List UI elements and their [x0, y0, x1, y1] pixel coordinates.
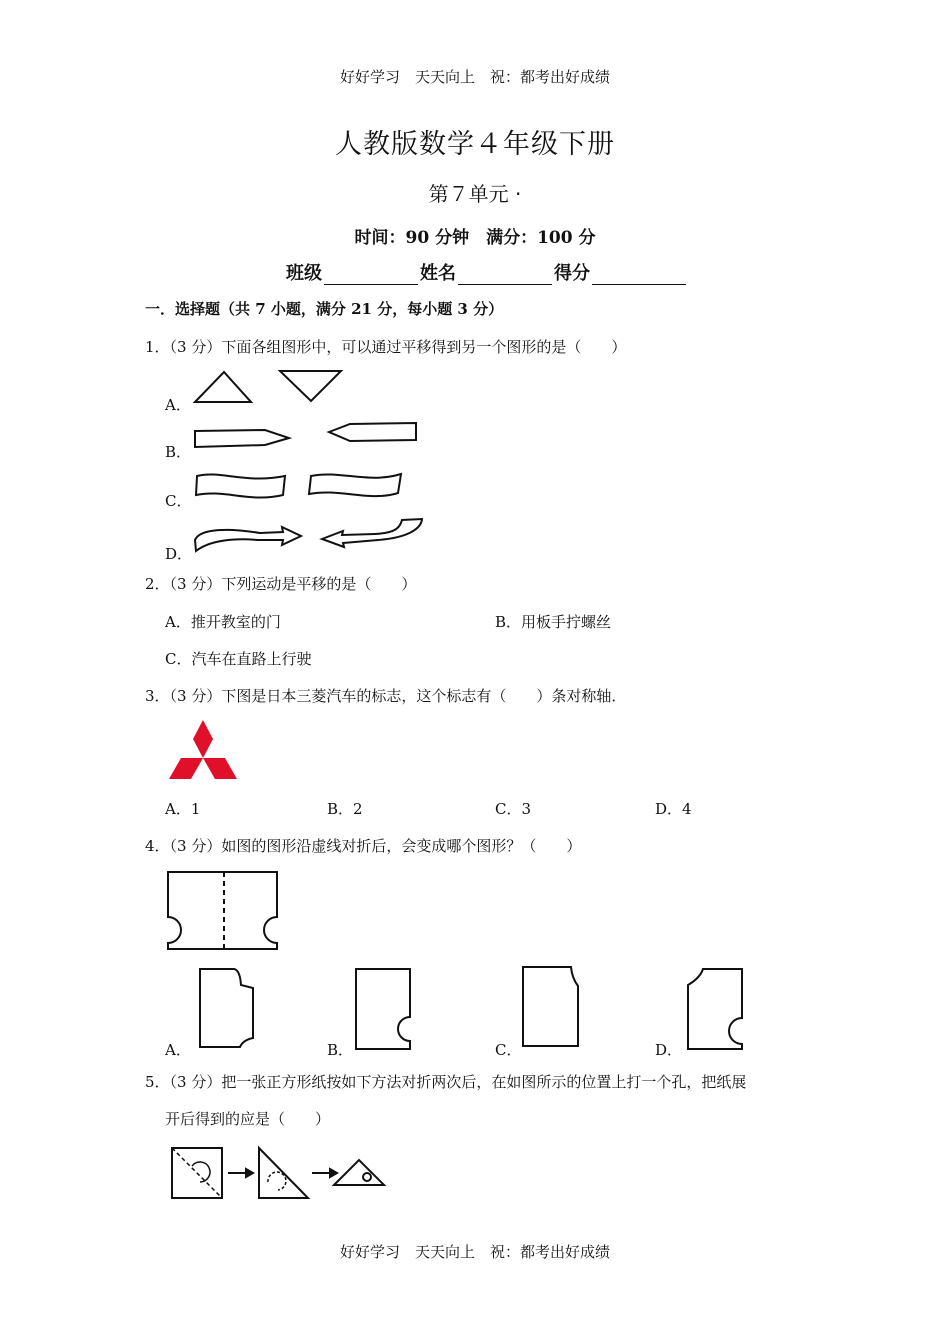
q5-punched-hole: [363, 1173, 371, 1181]
question-4-stem: 4．（3 分）如图的图形沿虚线对折后，会变成哪个图形？（ ）: [145, 837, 582, 855]
q5-fold-arrow-2: [268, 1172, 286, 1190]
q4-option-b-shape: [356, 969, 410, 1049]
question-3-stem: 3．（3 分）下图是日本三菱汽车的标志，这个标志有（ ）条对称轴．: [145, 687, 627, 705]
unit-subtitle: 第７单元 ·: [428, 182, 522, 206]
q5-diagonal-fold: [172, 1148, 222, 1198]
q4-option-b-label: B．: [327, 1041, 354, 1059]
q2-option-c: C．汽车在直路上行驶: [165, 650, 312, 668]
question-5-stem-line1: 5．（3 分）把一张正方形纸按如下方法对折两次后，在如图所示的位置上打一个孔，把纸展: [145, 1073, 747, 1091]
q3-option-b: B．2: [327, 800, 363, 818]
q1-c-wave-left: [196, 474, 285, 497]
mitsubishi-logo-icon: [165, 718, 241, 782]
q4-option-a-label: A．: [165, 1041, 191, 1059]
q3-option-a: A．1: [165, 800, 201, 818]
name-label: 姓名: [420, 263, 456, 284]
section-heading: 一．选择题（共 7 小题，满分 21 分，每小题 3 分）: [145, 300, 504, 318]
q1-option-b-label: B．: [165, 443, 192, 461]
score-label: 得分: [554, 263, 590, 284]
q1-b-pentagon-left: [329, 423, 416, 441]
question-2-stem: 2．（3 分）下列运动是平移的是（ ）: [145, 575, 417, 593]
q1-option-a-label: A．: [165, 396, 191, 414]
q2-option-b: B．用板手拧螺丝: [495, 613, 612, 631]
q1-a-triangle-down: [280, 371, 341, 401]
q5-fold-arrow-1: [192, 1162, 210, 1182]
page-header: 好好学习 天天向上 祝：都考出好成绩: [339, 68, 610, 86]
q5-triangle-folded: [259, 1148, 308, 1198]
page-title: 人教版数学４年级下册: [335, 129, 615, 160]
q1-option-d-label: D．: [165, 545, 193, 563]
q1-b-pentagon-right: [195, 430, 289, 447]
q1-d-arrow-left: [322, 519, 422, 547]
q4-option-d-shape: [688, 969, 742, 1049]
q1-option-c-label: C．: [165, 492, 192, 510]
q4-option-c-label: C．: [495, 1041, 522, 1059]
q1-d-arrow-right: [195, 527, 301, 551]
q5-small-triangle: [334, 1160, 384, 1185]
q1-figures: [0, 0, 950, 600]
question-5-stem-line2: 开后得到的应是（ ）: [165, 1110, 331, 1128]
q4-figures: [0, 860, 950, 1060]
q3-option-d: D．4: [655, 800, 692, 818]
q4-option-d-label: D．: [655, 1041, 683, 1059]
q1-a-triangle-up: [195, 372, 251, 402]
class-label: 班级: [286, 263, 322, 284]
arrow-right-icon: [246, 1169, 253, 1177]
page-footer: 好好学习 天天向上 祝：都考出好成绩: [339, 1243, 610, 1261]
time-score-line: 时间：90 分钟 满分：100 分: [354, 228, 596, 248]
question-1-stem: 1．（3 分）下面各组图形中，可以通过平移得到另一个图形的是（ ）: [145, 338, 627, 356]
q2-option-a: A．推开教室的门: [165, 613, 281, 631]
q1-c-wave-right: [309, 474, 401, 496]
arrow-right-icon: [330, 1169, 337, 1177]
q4-option-c-shape: [523, 967, 578, 1046]
q4-option-a-shape: [200, 969, 253, 1047]
q5-folding-diagram: [160, 1140, 400, 1210]
q4-source-shape: [168, 872, 277, 949]
q3-option-c: C．3: [495, 800, 532, 818]
